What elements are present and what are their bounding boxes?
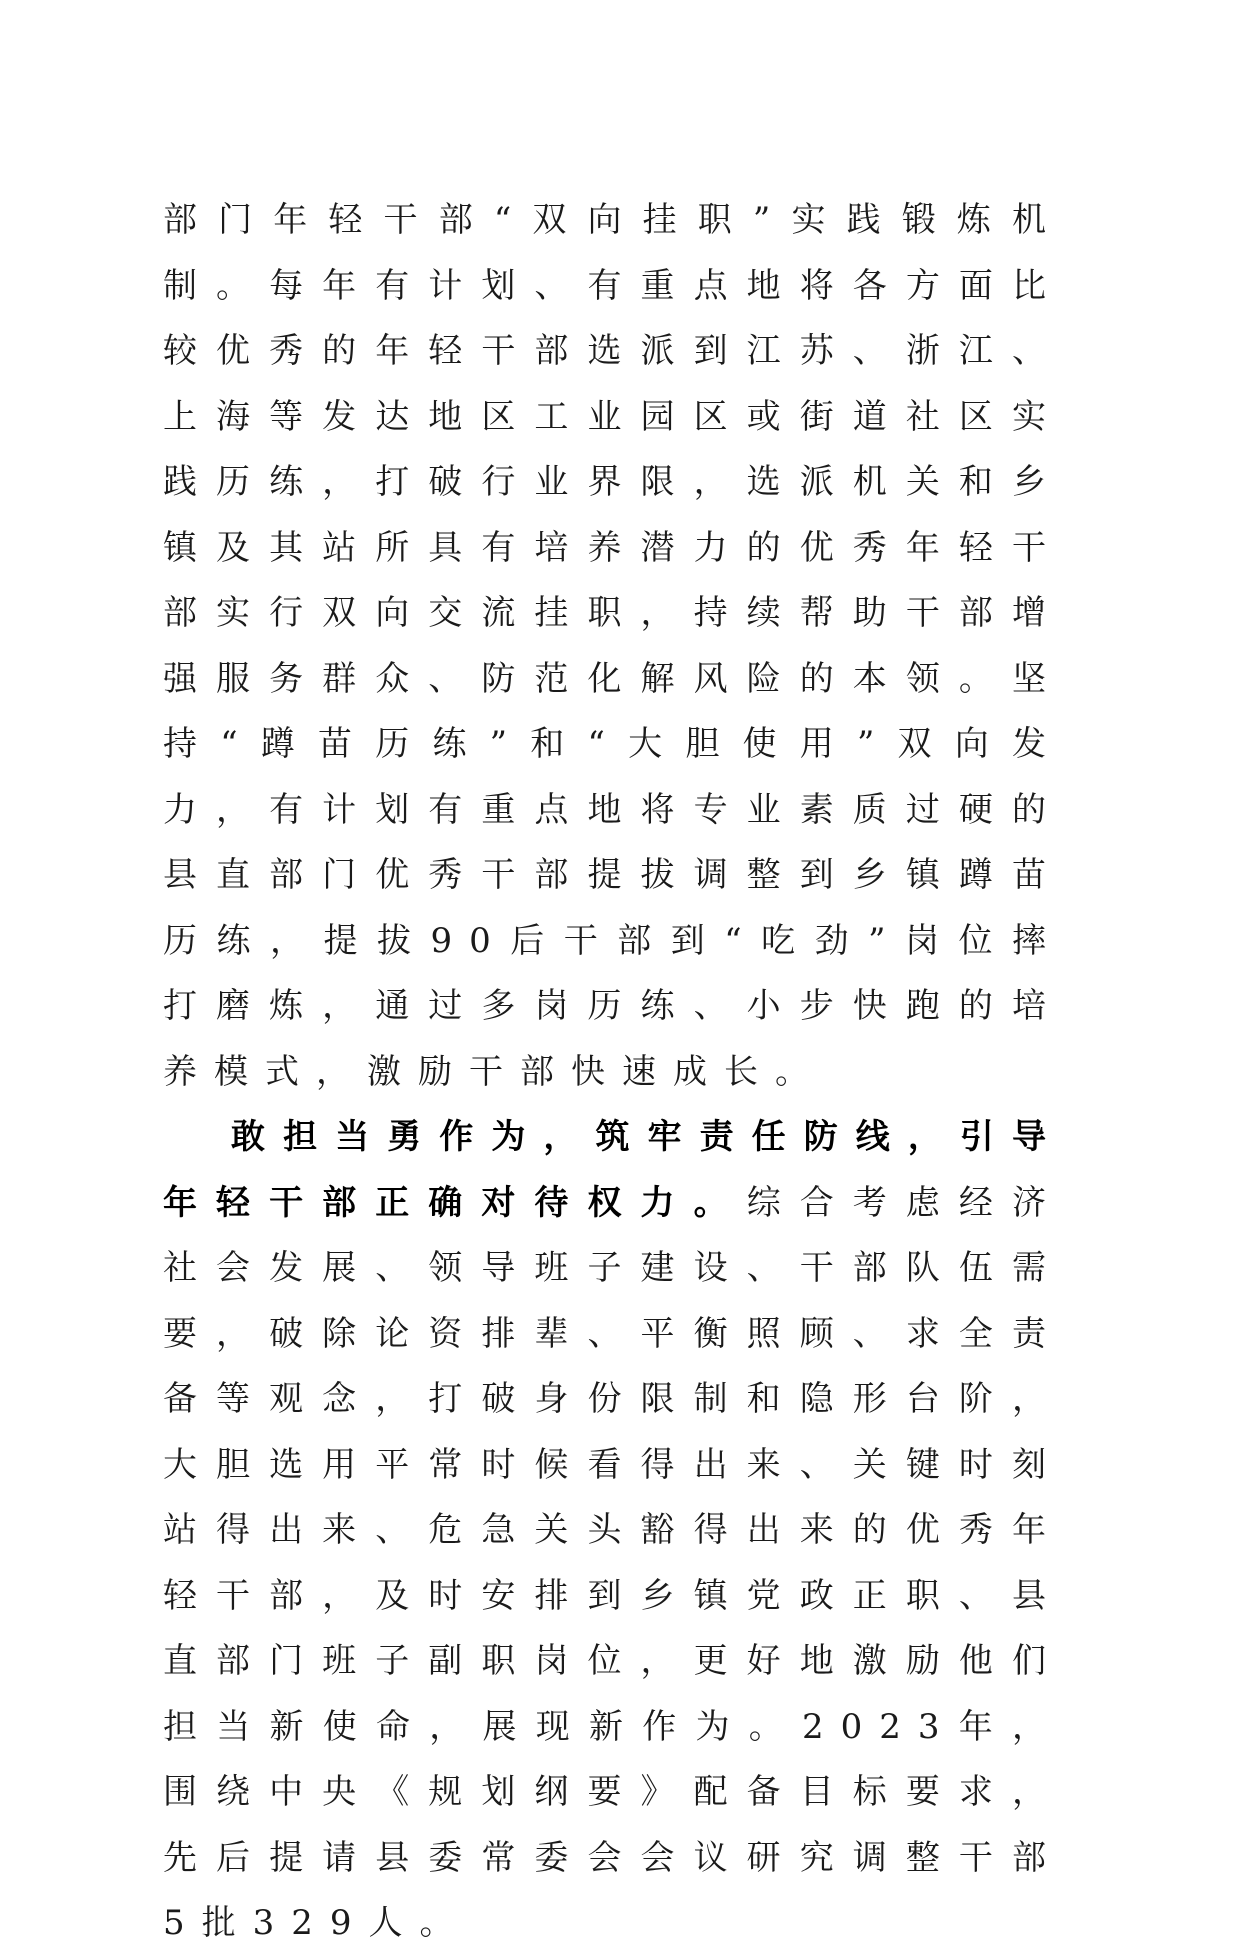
paragraph-section bbox=[163, 1105, 1063, 1957]
paragraph-lead-heading: 敢担当勇作为，筑牢责任防线，引导年轻干部正确对待权力。 bbox=[163, 1117, 1063, 1223]
paragraph-text: 综合考虑经济社会发展、领导班子建设、干部队伍需要，破除论资排辈、平衡照顾、求全责备等观念，打破身份限制和隐形台阶，大胆选用平常时候看得出来、关键时刻站得出来、危急关头豁得出来的优秀年轻干部，及时安排到乡镇党政正职、县直部门班子副职岗位，更好地激励他们担当新使命，展现新作为。2023年，围绕中央《规划纲要》配备目标要求，先后提请县委常委会会议研究调整干部5批329人。 bbox=[163, 1182, 1063, 1943]
paragraph-continuation bbox=[163, 188, 1063, 1105]
paragraph-text: 部门年轻干部“双向挂职”实践锻炼机制。每年有计划、有重点地将各方面比较优秀的年轻干部选派到江苏、浙江、上海等发达地区工业园区或街道社区实践历练，打破行业界限，选派机关和乡镇及其站所具有培养潜力的优秀年轻干部实行双向交流挂职，持续帮助干部增强服务群众、防范化解风险的本领。坚持“蹲苗历练”和“大胆使用”双向发力，有计划有重点地将专业素质过硬的县直部门优秀干部提拔调整到乡镇蹲苗历练，提拔90后干部到“吃劲”岗位摔打磨炼，通过多岗历练、小步快跑的培养模式，激励干部快速成长。 bbox=[163, 200, 1063, 1092]
document-body bbox=[163, 188, 1063, 1957]
